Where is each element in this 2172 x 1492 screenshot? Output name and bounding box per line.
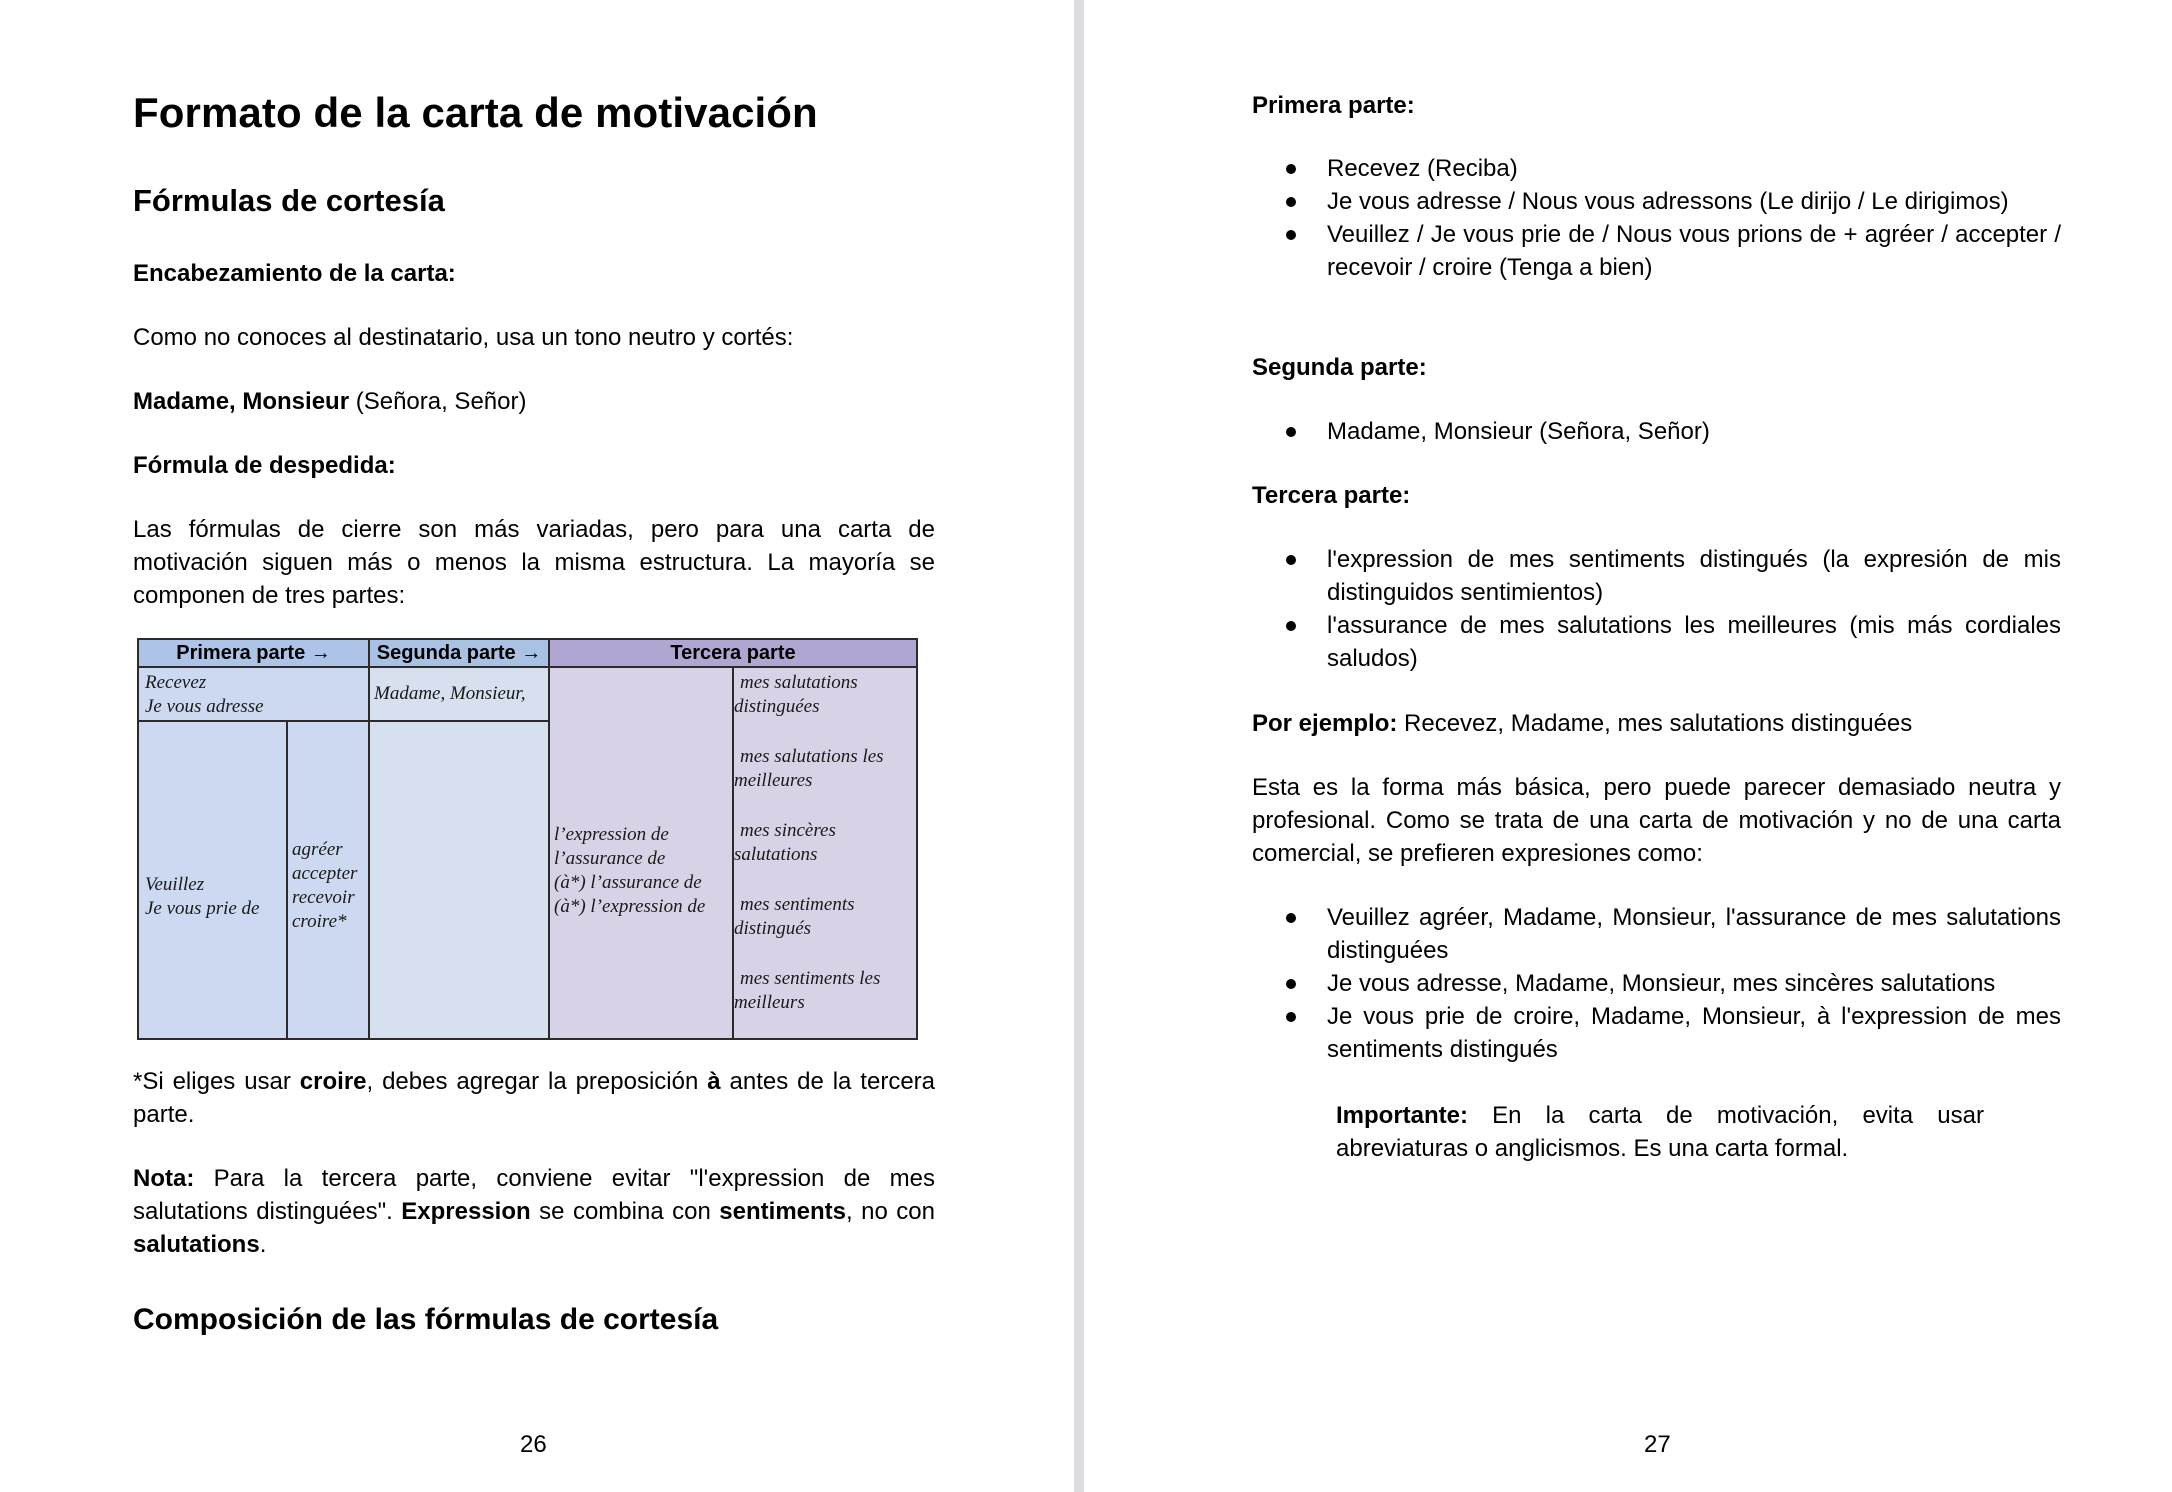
- list-item: l'expression de mes sentiments distingués (la expresión de mis distinguidos sentimientos): [1252, 543, 2061, 609]
- ending-line: salutations: [734, 844, 818, 865]
- nota-bold: Expression: [401, 1198, 531, 1225]
- tercera-col2: [732, 666, 918, 1040]
- segunda-label: Segunda parte:: [1252, 354, 1427, 381]
- importante-text: En la carta de motivación, evita usar abreviaturas o anglicismos. Es una carta formal.: [1336, 1102, 1984, 1162]
- formula-l-expression-de: l’expression de: [554, 824, 669, 845]
- ending-option: [734, 893, 916, 967]
- ending-option: [734, 745, 916, 819]
- footnote-bold-a: à: [707, 1068, 721, 1095]
- page-27: [1084, 0, 2172, 1492]
- segunda-list: [1252, 415, 2061, 448]
- primera-row2-col1: [137, 720, 288, 1040]
- despedida-text: Las fórmulas de cierre son más variadas, pero para una carta de motivación siguen más o menos la misma estructura. La mayoría se componen de tres partes:: [133, 516, 935, 609]
- ending-line: mes sentiments: [740, 894, 855, 915]
- segunda-row1: [368, 666, 550, 722]
- section-heading: Fórmulas de cortesía: [133, 183, 445, 218]
- primera-list: [1252, 152, 2061, 284]
- list-item: Recevez (Reciba): [1252, 152, 2061, 185]
- nota-text: Para la tercera parte, conviene evitar "l'expression de mes salutations distinguées".: [133, 1165, 935, 1225]
- header-primera: Primera parte →: [137, 638, 370, 668]
- por-ejemplo-label: Por ejemplo:: [1252, 710, 1398, 737]
- formula-a-l-assurance-de: (à*) l’assurance de: [554, 872, 702, 893]
- nota-bold: salutations: [133, 1231, 260, 1258]
- footnote-bold-croire: croire: [299, 1068, 367, 1095]
- primera-row2-col2: [286, 720, 370, 1040]
- por-ejemplo: [1252, 707, 1912, 740]
- ending-option: [734, 967, 916, 1041]
- por-ejemplo-text: Recevez, Madame, mes salutations distinguées: [1397, 710, 1913, 737]
- ending-option: [734, 671, 916, 745]
- ending-line: mes sentiments les: [740, 968, 881, 989]
- verb-recevoir: recevoir: [292, 887, 355, 908]
- nota-text: , no con: [846, 1198, 935, 1225]
- formula-madame-monsieur: Madame, Monsieur,: [374, 683, 526, 704]
- ending-line: meilleurs: [734, 992, 805, 1013]
- page-title: Formato de la carta de motivación: [133, 89, 818, 136]
- list-item: Je vous adresse / Nous vous adressons (Le dirijo / Le dirigimos): [1252, 185, 2061, 218]
- formula-je-vous-prie-de: Je vous prie de: [145, 898, 260, 919]
- page-26: [0, 0, 1074, 1492]
- nota-text: .: [259, 1231, 267, 1258]
- list-item: l'assurance de mes salutations les meilleures (mis más cordiales saludos): [1252, 609, 2061, 675]
- footnote-text: antes de la tercera parte.: [133, 1068, 935, 1128]
- formula-l-assurance-de: l’assurance de: [554, 848, 666, 869]
- tercera-list: [1252, 543, 2061, 675]
- encabezamiento-label: Encabezamiento de la carta:: [133, 260, 456, 287]
- list-item: Je vous adresse, Madame, Monsieur, mes sincères salutations: [1252, 967, 2061, 1000]
- page-number: 27: [1644, 1431, 1671, 1458]
- composicion-heading: Composición de las fórmulas de cortesía: [133, 1303, 719, 1336]
- segunda-row2-empty: [368, 720, 550, 1040]
- ending-line: mes salutations les: [740, 746, 884, 767]
- list-item: Veuillez agréer, Madame, Monsieur, l'assurance de mes salutations distinguées: [1252, 901, 2061, 967]
- nota: [133, 1162, 935, 1261]
- nota-text: se combina con: [530, 1198, 720, 1225]
- footnote: [133, 1065, 935, 1131]
- page-number: 26: [520, 1431, 547, 1458]
- formula-veuillez: Veuillez: [145, 874, 205, 895]
- salutation-translation: (Señora, Señor): [349, 388, 527, 415]
- ending-line: mes salutations: [740, 672, 858, 693]
- nota-label: Nota:: [133, 1165, 195, 1192]
- encabezamiento-text: Como no conoces al destinatario, usa un tono neutro y cortés:: [133, 324, 794, 351]
- formula-je-vous-adresse: Je vous adresse: [145, 696, 264, 717]
- verb-croire: croire*: [292, 911, 347, 932]
- verb-agreer: agréer: [292, 839, 343, 860]
- ending-line: meilleures: [734, 770, 813, 791]
- formula-recevez: Recevez: [145, 672, 207, 693]
- verb-accepter: accepter: [292, 863, 358, 884]
- primera-row1: [137, 666, 370, 722]
- list-item: Madame, Monsieur (Señora, Señor): [1252, 415, 2061, 448]
- page-divider: [1074, 0, 1084, 1492]
- footnote-text: *Si eliges usar: [133, 1068, 300, 1095]
- examples-list: [1252, 901, 2061, 1066]
- tercera-label: Tercera parte:: [1252, 482, 1411, 509]
- formula-a-l-expression-de: (à*) l’expression de: [554, 896, 706, 917]
- importante-note: [1336, 1099, 1984, 1165]
- primera-label: Primera parte:: [1252, 92, 1415, 119]
- ending-line: distinguées: [734, 696, 820, 717]
- despedida-label: Fórmula de despedida:: [133, 452, 396, 479]
- formula-table: [138, 639, 918, 1041]
- salutation-bold: Madame, Monsieur: [133, 388, 350, 415]
- header-tercera: Tercera parte: [548, 638, 918, 668]
- header-segunda: Segunda parte →: [368, 638, 550, 668]
- ending-option: [734, 819, 916, 893]
- tercera-col1: [548, 666, 734, 1040]
- list-item: Je vous prie de croire, Madame, Monsieur, à l'expression de mes sentiments distingués: [1252, 1000, 2061, 1066]
- explanation-paragraph: Esta es la forma más básica, pero puede parecer demasiado neutra y profesional. Como se trata de una carta de motivación y no de una carta comercial, se prefieren expresiones como:: [1252, 774, 2061, 867]
- ending-line: distingués: [734, 918, 812, 939]
- list-item: Veuillez / Je vous prie de / Nous vous prions de + agréer / accepter / recevoir / croire (Tenga a bien): [1252, 218, 2061, 284]
- salutation-example: [133, 385, 526, 418]
- importante-label: Importante:: [1336, 1102, 1468, 1129]
- footnote-text: , debes agregar la preposición: [366, 1068, 708, 1095]
- nota-bold: sentiments: [719, 1198, 846, 1225]
- ending-line: mes sincères: [740, 820, 836, 841]
